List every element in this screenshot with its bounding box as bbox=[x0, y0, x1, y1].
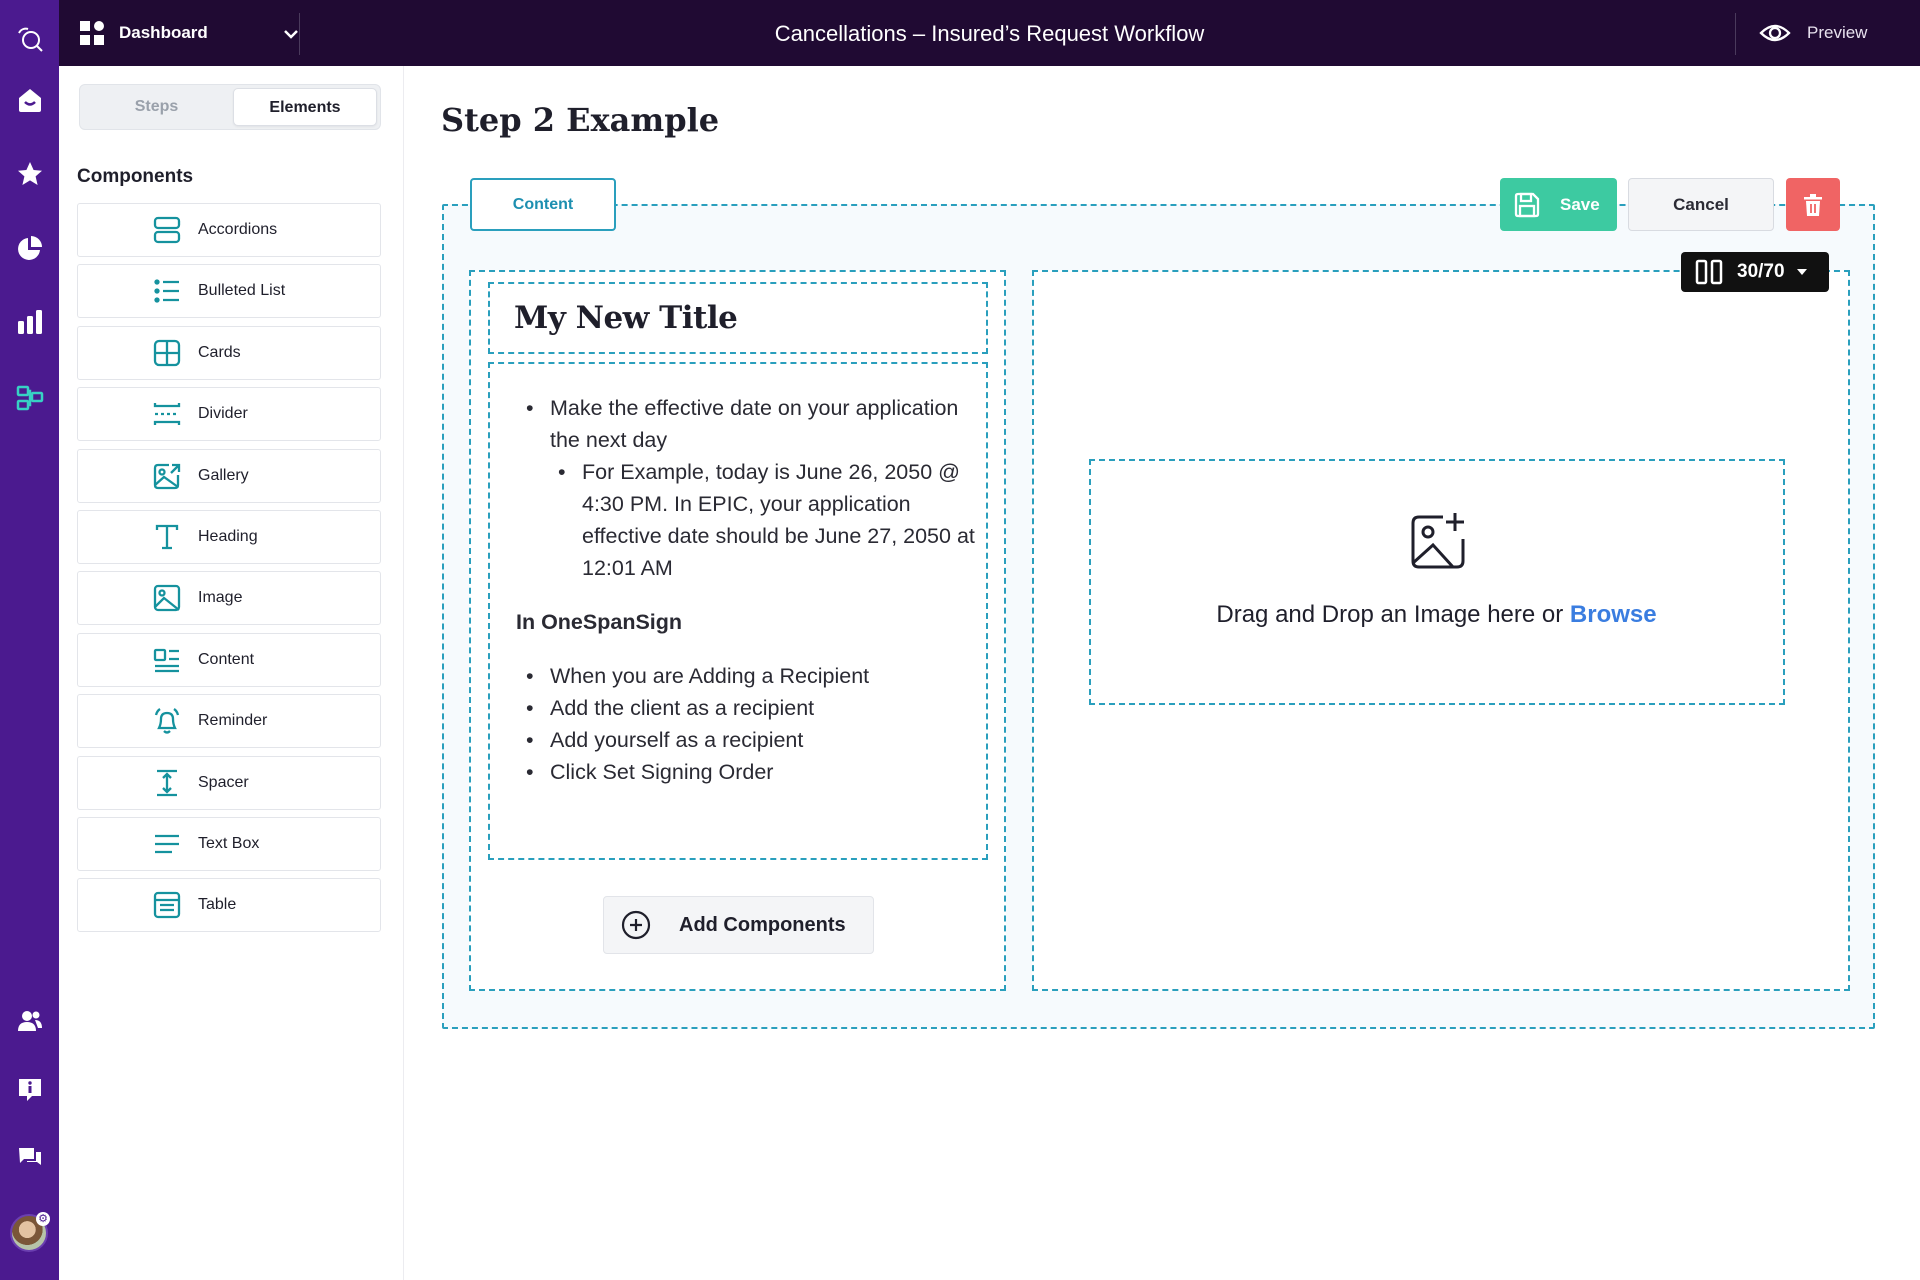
component-label: Bulleted List bbox=[198, 282, 286, 300]
component-label: Gallery bbox=[198, 466, 249, 484]
cancel-button[interactable]: Cancel bbox=[1628, 178, 1774, 231]
column-ratio-dropdown[interactable] bbox=[1681, 252, 1829, 292]
chevron-down-icon bbox=[281, 24, 301, 44]
component-content[interactable] bbox=[77, 633, 381, 687]
save-icon bbox=[1512, 190, 1542, 220]
pie-chart-icon[interactable] bbox=[12, 230, 47, 265]
tab-steps[interactable]: Steps bbox=[134, 98, 179, 115]
add-components-label: Add Components bbox=[679, 913, 846, 936]
component-table[interactable] bbox=[77, 878, 381, 932]
component-bulleted-list[interactable] bbox=[77, 264, 381, 318]
bar-chart-icon[interactable] bbox=[12, 304, 47, 339]
info-icon[interactable] bbox=[12, 1071, 47, 1106]
bulleted-list-icon bbox=[152, 276, 182, 306]
list-item: • Add the client as a recipient bbox=[490, 692, 970, 724]
columns-icon bbox=[1695, 258, 1723, 286]
ratio-value: 30/70 bbox=[1737, 261, 1785, 282]
text-block[interactable] bbox=[488, 362, 988, 860]
component-label: Text Box bbox=[198, 834, 260, 852]
component-label: Accordions bbox=[198, 221, 278, 238]
component-spacer[interactable] bbox=[77, 756, 381, 810]
heading-icon bbox=[152, 522, 182, 552]
component-label: Table bbox=[198, 896, 237, 914]
components-list bbox=[77, 203, 381, 940]
component-label: Content bbox=[198, 650, 255, 668]
panel-tabs bbox=[79, 84, 381, 130]
trash-icon bbox=[1799, 191, 1827, 219]
accordion-icon bbox=[152, 215, 182, 245]
content-tab[interactable]: Content bbox=[470, 178, 616, 231]
text-box-icon bbox=[152, 829, 182, 859]
heading-text: My New Title bbox=[514, 300, 738, 336]
cards-icon bbox=[152, 338, 182, 368]
content-icon bbox=[152, 645, 182, 675]
settings-gear-icon[interactable]: ⚙ bbox=[36, 1212, 50, 1226]
save-button[interactable] bbox=[1500, 178, 1617, 231]
top-bar bbox=[59, 0, 1920, 66]
add-components-button[interactable] bbox=[603, 896, 874, 954]
divider-icon bbox=[152, 399, 182, 429]
eye-icon bbox=[1759, 17, 1791, 49]
plus-circle-icon bbox=[620, 909, 652, 941]
list-item: • When you are Adding a Recipient bbox=[490, 660, 970, 692]
list-item: • For Example, today is June 26, 2050 @ 4:30 PM. In EPIC, your application effective date should be June 27, 2050 at 12:01 AM bbox=[490, 456, 986, 584]
drop-zone-message bbox=[1091, 601, 1782, 629]
image-icon bbox=[152, 583, 182, 613]
chat-icon[interactable] bbox=[12, 1140, 47, 1175]
component-accordions[interactable] bbox=[77, 203, 381, 257]
home-icon[interactable] bbox=[12, 82, 47, 117]
component-label: Reminder bbox=[198, 712, 268, 730]
preview-button[interactable] bbox=[1759, 0, 1867, 66]
search-icon[interactable] bbox=[12, 22, 47, 57]
workflow-title: Cancellations – Insured’s Request Workflow bbox=[774, 21, 1205, 46]
component-reminder[interactable] bbox=[77, 694, 381, 748]
heading-block[interactable] bbox=[488, 282, 988, 354]
list-item: • Add yourself as a recipient bbox=[490, 724, 970, 756]
component-label: Image bbox=[198, 589, 243, 607]
component-label: Divider bbox=[198, 405, 248, 423]
list-item: • Make the effective date on your application the next day bbox=[490, 392, 970, 456]
topbar-divider bbox=[299, 13, 300, 55]
page-title: Step 2 Example bbox=[441, 101, 720, 139]
list-item: • Click Set Signing Order bbox=[490, 756, 970, 788]
topbar-divider bbox=[1735, 13, 1736, 55]
component-heading[interactable] bbox=[77, 510, 381, 564]
tab-elements[interactable]: Elements bbox=[233, 88, 377, 126]
spacer-icon bbox=[152, 768, 182, 798]
delete-button[interactable] bbox=[1786, 178, 1840, 231]
bell-icon bbox=[152, 706, 182, 736]
add-image-icon bbox=[1407, 509, 1471, 573]
dashboard-icon bbox=[79, 20, 105, 46]
browse-link[interactable]: Browse bbox=[1569, 601, 1657, 628]
component-image[interactable] bbox=[77, 571, 381, 625]
workflow-icon[interactable] bbox=[12, 380, 47, 415]
elements-panel bbox=[59, 66, 404, 1280]
component-gallery[interactable] bbox=[77, 449, 381, 503]
component-text-box[interactable] bbox=[77, 817, 381, 871]
text-subheading: In OneSpanSign bbox=[516, 610, 683, 634]
gallery-icon bbox=[152, 461, 182, 491]
preview-label: Preview bbox=[1807, 23, 1868, 42]
star-icon[interactable] bbox=[12, 156, 47, 191]
component-label: Heading bbox=[198, 527, 258, 545]
drop-zone-text: Drag and Drop an Image here or bbox=[1216, 601, 1570, 628]
users-icon[interactable] bbox=[12, 1003, 47, 1038]
left-nav-rail bbox=[0, 0, 59, 1280]
dashboard-label: Dashboard bbox=[119, 23, 208, 42]
caret-down-icon bbox=[1797, 269, 1807, 275]
components-heading: Components bbox=[77, 166, 194, 187]
component-label: Cards bbox=[198, 343, 241, 361]
table-icon bbox=[152, 890, 182, 920]
dashboard-dropdown[interactable] bbox=[79, 0, 311, 66]
image-drop-zone[interactable] bbox=[1089, 459, 1785, 705]
component-label: Spacer bbox=[198, 773, 249, 791]
save-label: Save bbox=[1560, 194, 1600, 214]
component-cards[interactable] bbox=[77, 326, 381, 380]
component-divider[interactable] bbox=[77, 387, 381, 441]
